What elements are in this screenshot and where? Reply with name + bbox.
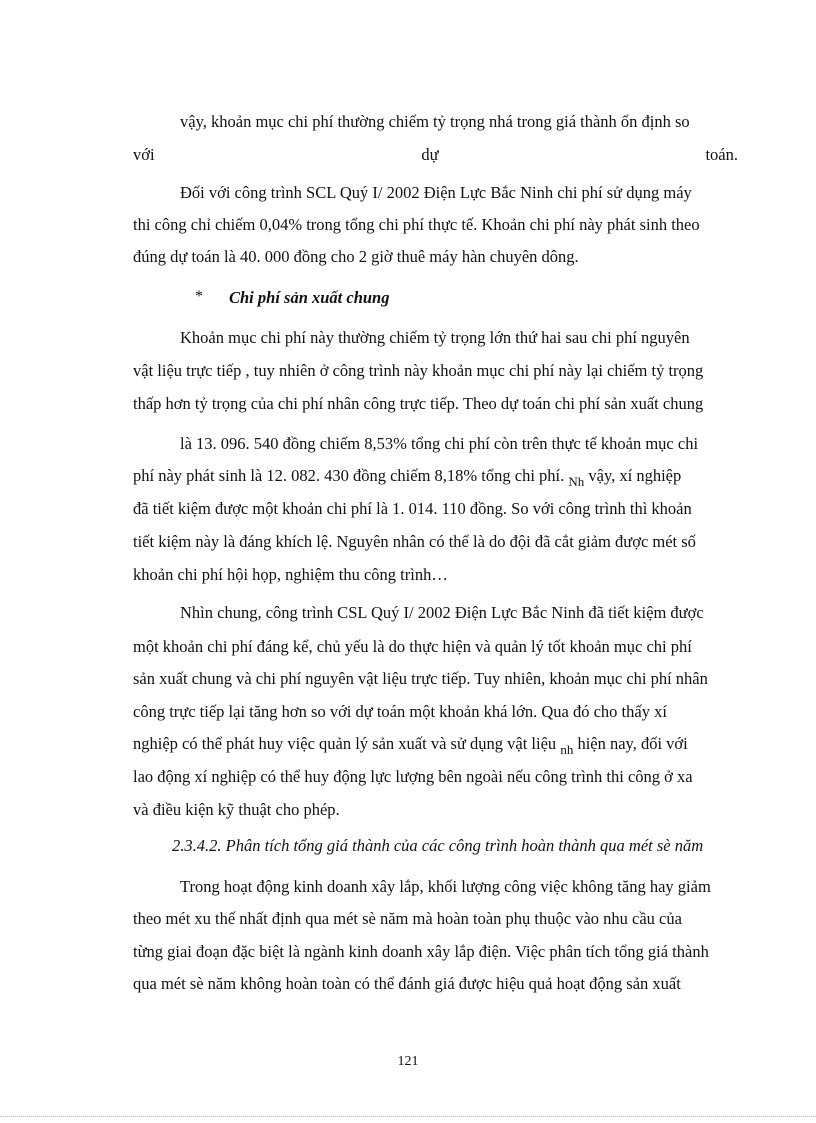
- text-line: Đối với công trình SCL Quý I/ 2002 Điện Lực Bắc Ninh chi phí sử dụng máy: [180, 183, 692, 202]
- text-line: Nhìn chung, công trình CSL Quý I/ 2002 Điện Lực Bắc Ninh đã tiết kiệm được: [180, 603, 704, 622]
- text-line: một khoản chi phí đáng kể, chủ yếu là do thực hiện và quản lý tốt khoản mục chi phí: [133, 637, 692, 656]
- text-line: theo mét xu thế nhất định qua mét sè năm mà hoàn toàn phụ thuộc vào nhu cầu của: [133, 909, 682, 928]
- text-line: tiết kiệm này là đáng khích lệ. Nguyên nhân có thể là do đội đã cắt giảm được mét số: [133, 532, 696, 551]
- subscript-fragment: Nh: [568, 474, 585, 489]
- text-line: Khoản mục chi phí này thường chiếm tỷ trọng lớn thứ hai sau chi phí nguyên: [180, 328, 690, 347]
- text-line: thấp hơn tỷ trọng của chi phí nhân công trực tiếp. Theo dự toán chi phí sản xuất chung: [133, 394, 704, 413]
- text-line: đã tiết kiệm được một khoản chi phí là 1. 014. 110 đồng. So với công trình thì khoản: [133, 499, 692, 518]
- word: với: [133, 145, 155, 164]
- text-span: vậy, xí nghiệp: [588, 466, 682, 485]
- subscript-fragment: nh: [560, 742, 574, 757]
- text-line: Trong hoạt động kinh doanh xây lắp, khối lượng công việc không tăng hay giảm: [180, 877, 711, 896]
- text-line: vậy, khoản mục chi phí thường chiếm tỷ trọng nhá trong giá thành ổn định so: [180, 112, 690, 131]
- subheading: Chi phí sản xuất chung: [229, 288, 390, 307]
- text-line: công trực tiếp lại tăng hơn so với dự toán một khoản khá lớn. Qua đó cho thấy xí: [133, 702, 667, 721]
- text-line: lao động xí nghiệp có thể huy động lực lượng bên ngoài nếu công trình thi công ở xa: [133, 767, 693, 786]
- page-bottom-divider: [0, 1116, 816, 1117]
- text-line: sản xuất chung và chi phí nguyên vật liệu trực tiếp. Tuy nhiên, khoản mục chi phí nhân: [133, 669, 708, 688]
- text-line: vật liệu trực tiếp , tuy nhiên ở công trình này khoản mục chi phí này lại chiếm tỷ trọng: [133, 361, 704, 380]
- text-line: [133, 734, 688, 755]
- text-span: nghiệp có thể phát huy việc quản lý sản xuất và sử dụng vật liệu: [133, 734, 557, 753]
- text-line: khoản chi phí hội họp, nghiệm thu công trình…: [133, 565, 448, 584]
- text-line: từng giai đoạn đặc biệt là ngành kinh doanh xây lắp điện. Việc phân tích tổng giá thành: [133, 942, 709, 961]
- bullet-marker: *: [195, 288, 203, 305]
- word: toán.: [705, 145, 738, 164]
- page-number: 121: [397, 1054, 419, 1069]
- text-span: hiện nay, đối với: [577, 734, 688, 753]
- text-line: đúng dự toán là 40. 000 đồng cho 2 giờ thuê máy hàn chuyên dông.: [133, 247, 579, 266]
- text-span: phí này phát sinh là 12. 082. 430 đồng chiếm 8,18% tổng chi phí.: [133, 466, 565, 485]
- text-line: thi công chỉ chiếm 0,04% trong tổng chi phí thực tế. Khoản chi phí này phát sinh theo: [133, 215, 700, 234]
- text-line-spread: [133, 145, 738, 165]
- word: dự: [421, 145, 439, 164]
- text-line: và điều kiện kỹ thuật cho phép.: [133, 800, 340, 819]
- section-heading: 2.3.4.2. Phân tích tổng giá thành của các công trình hoàn thành qua mét sè năm: [172, 836, 704, 855]
- text-line: là 13. 096. 540 đồng chiếm 8,53% tổng chi phí còn trên thực tế khoản mục chi: [180, 434, 699, 453]
- text-line: [133, 466, 681, 487]
- text-line: qua mét sè năm không hoàn toàn có thể đánh giá được hiệu quả hoạt động sản xuất: [133, 974, 681, 993]
